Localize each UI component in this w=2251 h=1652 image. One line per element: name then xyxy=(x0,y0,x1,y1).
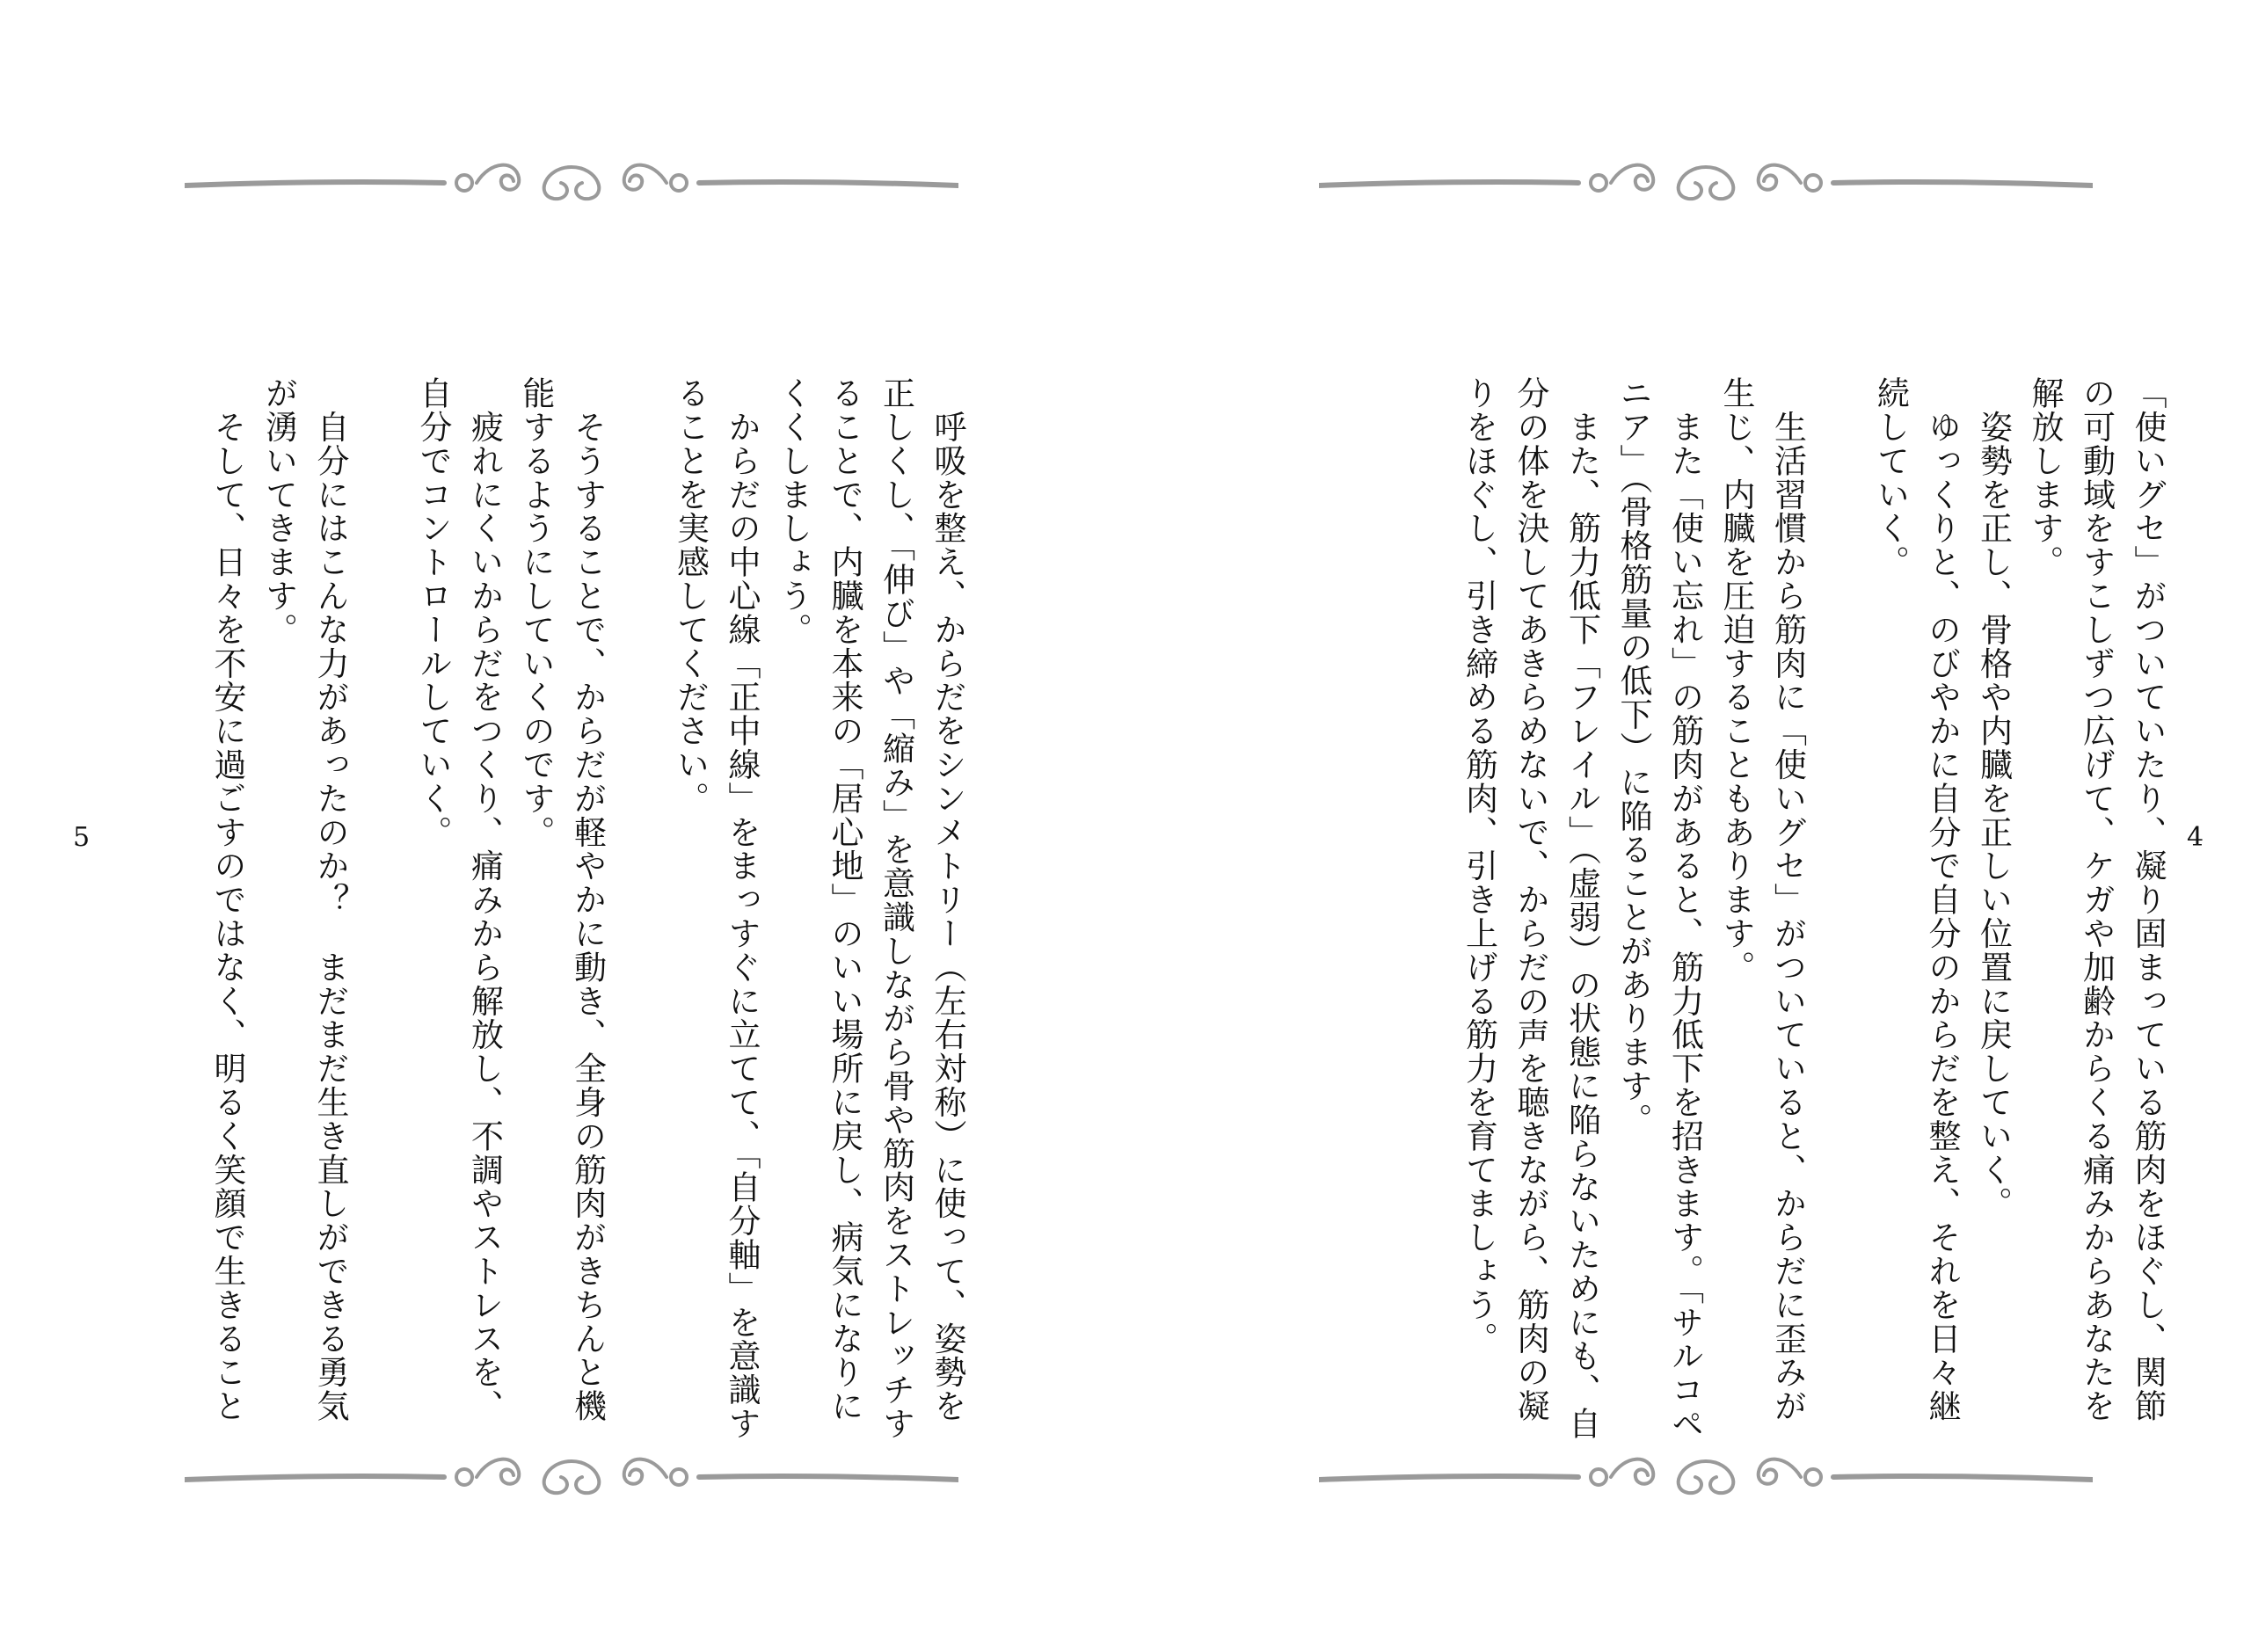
text-line: また、筋力低下「フレイル」（虚弱）の状態に陥らないためにも、自 xyxy=(1563,376,1601,1441)
text-line: くくしましょう。 xyxy=(774,376,812,647)
text-line: の可動域をすこしずつ広げて、ケガや加齢からくる痛みからあなたを xyxy=(2077,376,2116,1423)
text-line: りをほぐし、引き締める筋肉、引き上げる筋力を育てましょう。 xyxy=(1460,376,1498,1356)
text-line: 解放します。 xyxy=(2026,376,2064,579)
text-line: ゆっくりと、のびやかに自分で自分のからだを整え、それを日々継 xyxy=(1923,376,1961,1423)
ornament-top-left xyxy=(185,156,958,209)
body-text-left xyxy=(167,376,973,1441)
page-number: 4 xyxy=(2187,822,2204,853)
text-line: 「使いグセ」がついていたり、凝り固まっている筋肉をほぐし、関節 xyxy=(2129,376,2167,1423)
text-line: 自分でコントロールしていく。 xyxy=(414,376,452,849)
flourish-divider-icon xyxy=(1319,156,2093,209)
paragraph-gap xyxy=(355,376,407,1363)
text-line: 生活習慣から筋肉に「使いグセ」がついていると、からだに歪みが xyxy=(1768,376,1807,1423)
text-line: 正しくし、「伸び」や「縮み」を意識しながら骨や筋肉をストレッチす xyxy=(877,376,915,1441)
paragraph-gap xyxy=(613,376,665,1363)
text-line: 疲れにくいからだをつくり、痛みから解放し、不調やストレスを、 xyxy=(465,376,504,1423)
text-line: 呼吸を整え、からだをシンメトリー（左右対称）に使って、姿勢を xyxy=(929,376,966,1423)
text-line: また「使い忘れ」の筋肉があると、筋力低下を招きます。「サルコペ xyxy=(1665,376,1704,1441)
page-number: 5 xyxy=(73,822,91,853)
paragraph-gap xyxy=(1813,376,1865,1363)
text-line: そうすることで、からだが軽やかに動き、全身の筋肉がきちんと機 xyxy=(568,376,607,1423)
text-line: ニア」（骨格筋量の低下）に陥ることがあります。 xyxy=(1614,376,1652,1137)
ornament-bottom-right xyxy=(1319,1451,2093,1503)
text-line: 自分にはこんな力があったのか？ まだまだ生き直しができる勇気 xyxy=(311,376,349,1423)
text-line: 続していく。 xyxy=(1871,376,1910,579)
text-line: 能するようにしていくのです。 xyxy=(517,376,555,849)
text-line: ることを実感してください。 xyxy=(671,376,710,816)
text-line: からだの中心線「正中線」をまっすぐに立てて、「自分軸」を意識す xyxy=(723,376,761,1441)
ornament-top-right xyxy=(1319,156,2093,209)
body-text-right xyxy=(1363,376,2173,1441)
ornament-bottom-left xyxy=(185,1451,958,1503)
flourish-divider-icon xyxy=(1319,1451,2093,1503)
flourish-divider-icon xyxy=(185,1451,958,1503)
text-line: そして、日々を不安に過ごすのではなく、明るく笑顔で生きること xyxy=(208,376,246,1423)
text-line: 分の体を決してあきらめないで、からだの声を聴きながら、筋肉の凝 xyxy=(1512,376,1549,1423)
text-line: 姿勢を正し、骨格や内臓を正しい位置に戻していく。 xyxy=(1974,376,2013,1220)
text-line: が湧いてきます。 xyxy=(259,376,298,647)
page-right xyxy=(1126,0,2251,1652)
flourish-divider-icon xyxy=(185,156,958,209)
text-line: 生じ、内臓を圧迫することもあります。 xyxy=(1717,376,1755,985)
text-line: ることで、内臓を本来の「居心地」のいい場所に戻し、病気になりに xyxy=(826,376,863,1423)
